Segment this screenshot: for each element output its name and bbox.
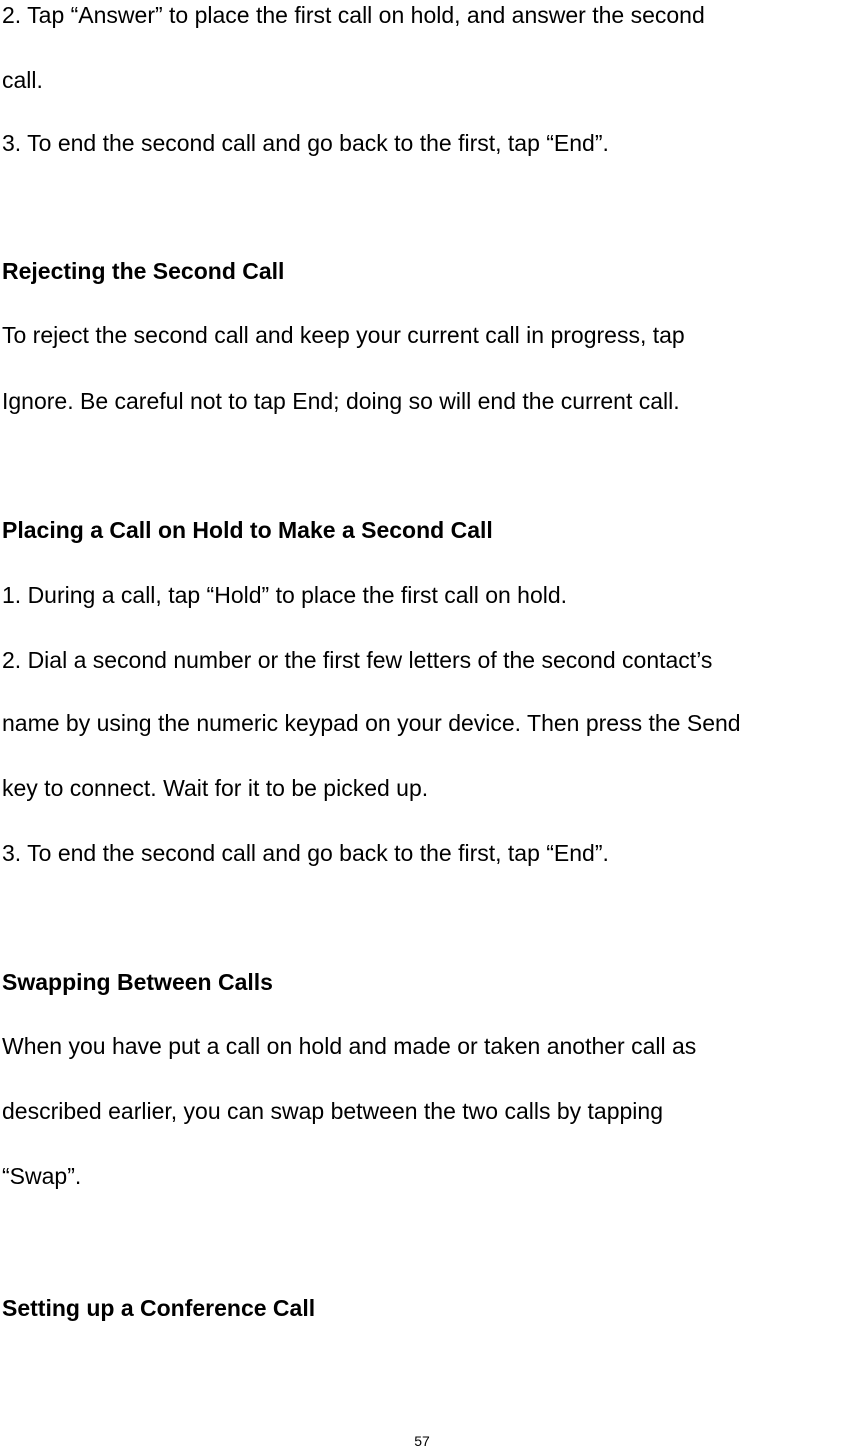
paragraph-line: key to connect. Wait for it to be picked up.: [2, 775, 429, 801]
section-heading-swapping-between-calls: Swapping Between Calls: [2, 969, 273, 995]
paragraph-line: described earlier, you can swap between the two calls by tapping: [2, 1098, 664, 1124]
section-heading-placing-call-on-hold: Placing a Call on Hold to Make a Second Call: [2, 517, 493, 543]
intro-line-1: 2. Tap “Answer” to place the first call on hold, and answer the second: [2, 2, 705, 28]
paragraph-line: To reject the second call and keep your current call in progress, tap: [2, 322, 685, 348]
paragraph-line: 2. Dial a second number or the first few letters of the second contact’s: [2, 647, 713, 673]
intro-line-2: call.: [2, 67, 43, 93]
paragraph-line: 1. During a call, tap “Hold” to place the first call on hold.: [2, 582, 568, 608]
page-number: 57: [414, 1433, 430, 1449]
paragraph-line: Ignore. Be careful not to tap End; doing so will end the current call.: [2, 388, 680, 414]
paragraph-line: When you have put a call on hold and made or taken another call as: [2, 1033, 697, 1059]
section-heading-conference-call: Setting up a Conference Call: [2, 1295, 316, 1321]
intro-line-3: 3. To end the second call and go back to the first, tap “End”.: [2, 130, 609, 156]
paragraph-line: 3. To end the second call and go back to the first, tap “End”.: [2, 840, 609, 866]
section-heading-rejecting-second-call: Rejecting the Second Call: [2, 258, 285, 284]
paragraph-line: “Swap”.: [2, 1163, 82, 1189]
paragraph-line: name by using the numeric keypad on your device. Then press the Send: [2, 710, 741, 736]
